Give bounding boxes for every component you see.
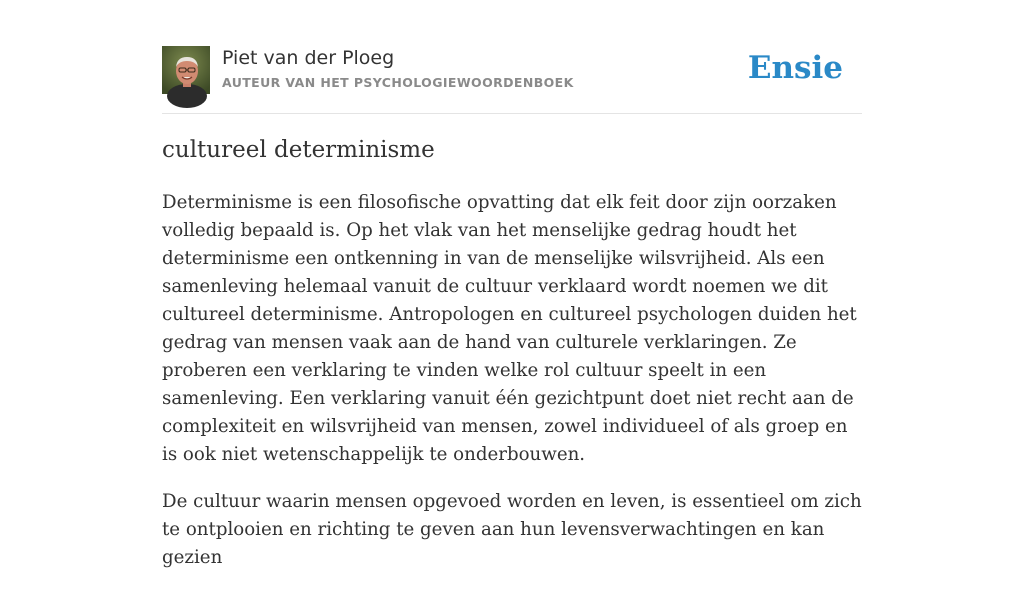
author-role: AUTEUR VAN HET PSYCHOLOGIEWOORDENBOEK	[222, 75, 574, 90]
author-header	[162, 46, 862, 114]
article-paragraph: De cultuur waarin mensen opgevoed worden en leven, is essentieel om zich te ontplooien en richting te geven aan hun levensverwachtingen en kan gezien	[162, 491, 862, 568]
article-body	[162, 189, 867, 591]
article-paragraph: Determinisme is een filosofische opvatting dat elk feit door zijn oorzaken volledig bepaald is. Op het vlak van het menselijke gedrag houdt het determinisme een ontkenning in van de menselijke wilsvrijheid. Als een samenleving helemaal vanuit de cultuur verklaard wordt noemen we dit cultureel determinisme. Antropologen en cultureel psychologen duiden het gedrag van mensen vaak aan de hand van culturele verklaringen. Ze proberen een verklaring te vinden welke rol cultuur speelt in een samenleving. Een verklaring vanuit één gezichtpunt doet niet recht aan de complexiteit en wilsvrijheid van mensen, zowel individueel of als groep en is ook niet wetenschappelijk te onderbouwen.	[162, 192, 857, 465]
author-name[interactable]: Piet van der Ploeg	[222, 47, 395, 69]
ensie-logo[interactable]: Ensie	[747, 50, 843, 86]
author-photo	[162, 46, 210, 94]
article-title: cultureel determinisme	[162, 137, 435, 163]
author-avatar[interactable]	[162, 46, 210, 94]
